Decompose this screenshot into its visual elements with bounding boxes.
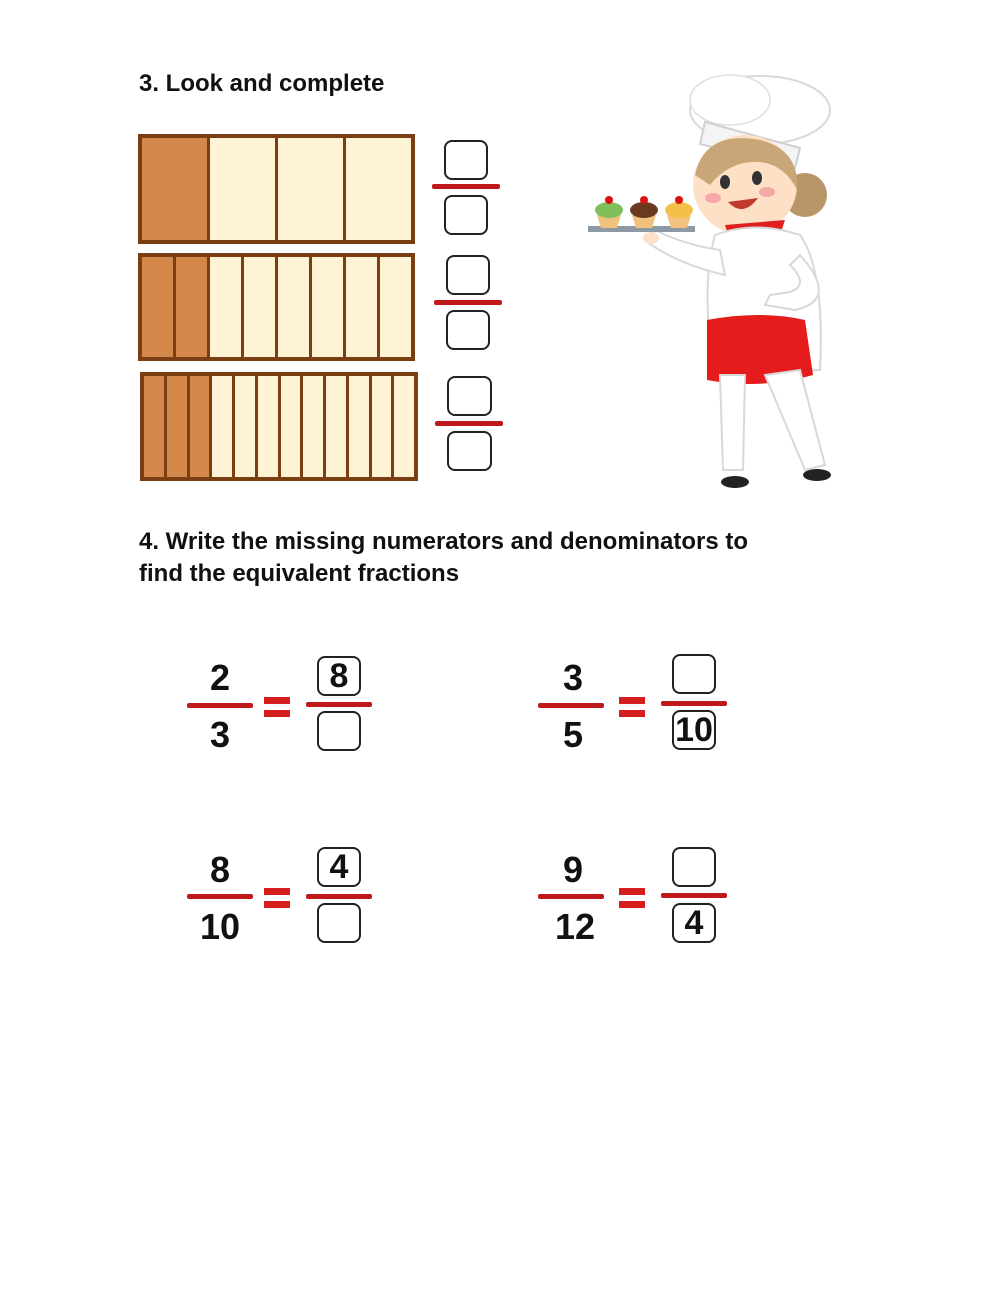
fraction-line bbox=[435, 421, 503, 426]
right-numerator-box[interactable] bbox=[672, 847, 716, 887]
left-denominator: 3 bbox=[209, 714, 231, 755]
right-numerator-box[interactable] bbox=[672, 654, 716, 694]
bar-segment bbox=[258, 376, 278, 477]
bar-segment-shaded bbox=[144, 376, 164, 477]
bar-segment-shaded bbox=[167, 376, 187, 477]
fraction-line bbox=[187, 703, 253, 708]
denominator-answer-box[interactable] bbox=[444, 195, 488, 235]
fraction-bar-quarters bbox=[138, 134, 415, 244]
bar-segment bbox=[346, 257, 377, 357]
left-numerator: 2 bbox=[209, 657, 231, 698]
bar-segment bbox=[303, 376, 323, 477]
right-denominator-box[interactable] bbox=[317, 711, 361, 751]
bar-segment bbox=[394, 376, 414, 477]
left-numerator: 8 bbox=[209, 849, 231, 890]
equals-sign bbox=[264, 697, 290, 723]
fraction-line bbox=[538, 894, 604, 899]
denominator-answer-box[interactable] bbox=[447, 431, 492, 471]
equals-sign bbox=[619, 888, 645, 914]
bar-segment-shaded bbox=[176, 257, 207, 357]
bar-segment bbox=[278, 257, 309, 357]
fraction-line bbox=[434, 300, 502, 305]
bar-segment-shaded bbox=[190, 376, 210, 477]
left-numerator: 3 bbox=[562, 657, 584, 698]
bar-segment bbox=[346, 138, 411, 240]
bar-segment bbox=[278, 138, 343, 240]
left-denominator: 12 bbox=[554, 906, 596, 947]
numerator-answer-box[interactable] bbox=[447, 376, 492, 416]
fraction-bar-eighths bbox=[138, 253, 415, 361]
equals-sign bbox=[619, 697, 645, 723]
bar-segment bbox=[210, 257, 241, 357]
bar-segment bbox=[212, 376, 232, 477]
denominator-answer-box[interactable] bbox=[446, 310, 490, 350]
bar-segment bbox=[244, 257, 275, 357]
right-denominator-box[interactable]: 10 bbox=[672, 710, 716, 750]
numerator-answer-box[interactable] bbox=[446, 255, 490, 295]
bar-segment-shaded bbox=[142, 138, 207, 240]
left-numerator: 9 bbox=[562, 849, 584, 890]
fraction-bar-twelfths bbox=[140, 372, 418, 481]
right-denominator-box[interactable]: 4 bbox=[672, 903, 716, 943]
right-numerator-box[interactable]: 8 bbox=[317, 656, 361, 696]
bar-segment bbox=[326, 376, 346, 477]
bar-segment bbox=[312, 257, 343, 357]
bar-segment bbox=[210, 138, 275, 240]
section-4-title-line1: 4. Write the missing numerators and denominators to bbox=[139, 528, 748, 555]
fraction-line bbox=[306, 702, 372, 707]
bar-segment bbox=[372, 376, 392, 477]
section-4-title-line2: find the equivalent fractions bbox=[139, 560, 460, 587]
right-denominator-box[interactable] bbox=[317, 903, 361, 943]
left-denominator: 5 bbox=[562, 714, 584, 755]
bar-segment bbox=[281, 376, 301, 477]
bar-segment bbox=[380, 257, 411, 357]
bar-segment bbox=[349, 376, 369, 477]
fraction-line bbox=[538, 703, 604, 708]
equals-sign bbox=[264, 888, 290, 914]
fraction-line bbox=[432, 184, 500, 189]
bar-segment bbox=[235, 376, 255, 477]
numerator-answer-box[interactable] bbox=[444, 140, 488, 180]
left-denominator: 10 bbox=[199, 906, 241, 947]
chef-icon bbox=[585, 70, 865, 500]
section-3-title: 3. Look and complete bbox=[139, 70, 385, 97]
fraction-line bbox=[306, 894, 372, 899]
bar-segment-shaded bbox=[142, 257, 173, 357]
fraction-line bbox=[661, 893, 727, 898]
fraction-line bbox=[187, 894, 253, 899]
right-numerator-box[interactable]: 4 bbox=[317, 847, 361, 887]
fraction-line bbox=[661, 701, 727, 706]
